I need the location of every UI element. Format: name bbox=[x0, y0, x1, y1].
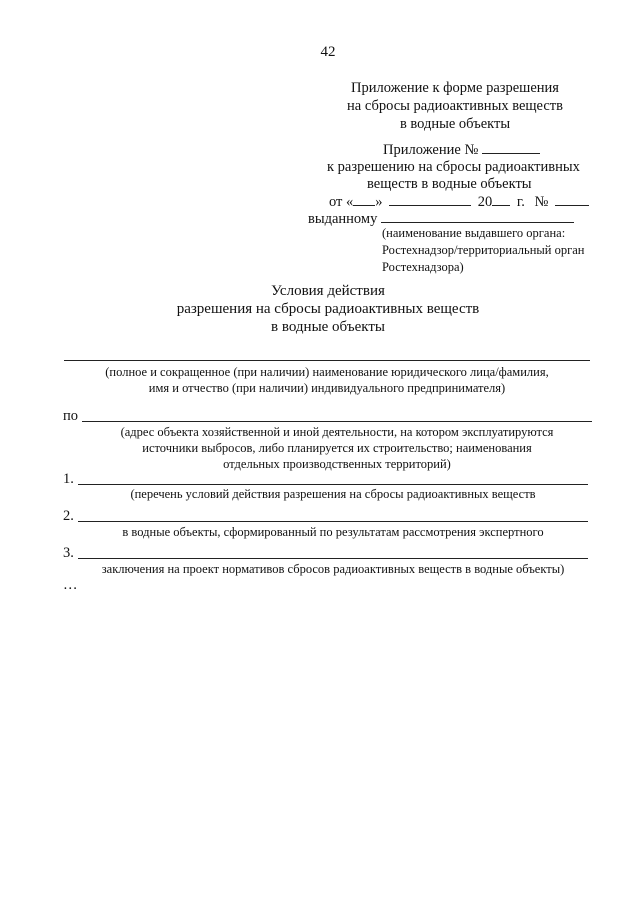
address-line bbox=[82, 421, 592, 422]
issued-to-label: выданному bbox=[308, 211, 378, 227]
caption-line: (полное и сокращенное (при наличии) наименование юридического лица/фамилия, bbox=[105, 365, 549, 379]
caption-line: отдельных производственных территорий) bbox=[223, 457, 451, 471]
permit-number-blank bbox=[555, 193, 589, 206]
entity-name-line bbox=[64, 360, 590, 361]
appendix-number-label: Приложение № bbox=[383, 142, 479, 158]
permit-date-row bbox=[329, 193, 589, 211]
address-caption bbox=[82, 424, 592, 472]
caption-line: источники выбросов, либо планируется их строительство; наименования bbox=[142, 441, 532, 455]
entity-caption bbox=[64, 364, 590, 396]
address-label: по bbox=[63, 408, 79, 424]
item-number: 1. bbox=[63, 471, 74, 487]
date-open-quote: от « bbox=[329, 194, 354, 210]
caption-line: имя и отчество (при наличии) индивидуального предпринимателя) bbox=[148, 381, 506, 395]
issued-to-blank bbox=[381, 210, 574, 223]
page-number: 42 bbox=[320, 44, 336, 60]
issuer-note-line: Ростехнадзора) bbox=[382, 260, 464, 274]
appendix-number-row bbox=[383, 141, 540, 159]
item-number: 2. bbox=[63, 508, 74, 524]
appendix-header bbox=[330, 79, 580, 133]
item-caption: в водные объекты, сформированный по результатам рассмотрения экспертного bbox=[122, 525, 544, 539]
conditions-title bbox=[150, 282, 506, 336]
item-caption: заключения на проект нормативов сбросов радиоактивных веществ в водные объекты) bbox=[101, 562, 565, 576]
issuer-note-line: (наименование выдавшего органа: bbox=[382, 226, 566, 240]
number-sign: № bbox=[534, 194, 549, 210]
issuer-note bbox=[382, 225, 584, 276]
item-number: 3. bbox=[63, 545, 74, 561]
ellipsis: … bbox=[63, 577, 78, 593]
year-blank bbox=[492, 193, 510, 206]
title-line: разрешения на сбросы радиоактивных веществ bbox=[176, 301, 480, 317]
day-blank bbox=[353, 193, 375, 206]
item-line bbox=[78, 484, 588, 485]
appendix-header-line: Приложение к форме разрешения bbox=[351, 80, 559, 96]
month-blank bbox=[389, 193, 471, 206]
year-suffix: г. bbox=[516, 194, 525, 210]
caption-line: (адрес объекта хозяйственной и иной деятельности, на котором эксплуатируются bbox=[120, 425, 554, 439]
item-line bbox=[78, 558, 588, 559]
item-line bbox=[78, 521, 588, 522]
issuer-note-line: Ростехнадзор/территориальный орган bbox=[382, 243, 585, 257]
appendix-header-line: на сбросы радиоактивных веществ bbox=[347, 98, 563, 114]
permit-line: веществ в водные объекты bbox=[367, 176, 532, 192]
appendix-number-blank bbox=[482, 141, 540, 154]
year-prefix: 20 bbox=[477, 194, 493, 210]
appendix-header-line: в водные объекты bbox=[399, 116, 511, 132]
date-close-quote: » bbox=[375, 194, 383, 210]
title-line: в водные объекты bbox=[271, 319, 385, 335]
title-line: Условия действия bbox=[271, 283, 385, 299]
permit-line: к разрешению на сбросы радиоактивных bbox=[327, 159, 580, 175]
item-caption: (перечень условий действия разрешения на сбросы радиоактивных веществ bbox=[130, 487, 536, 501]
